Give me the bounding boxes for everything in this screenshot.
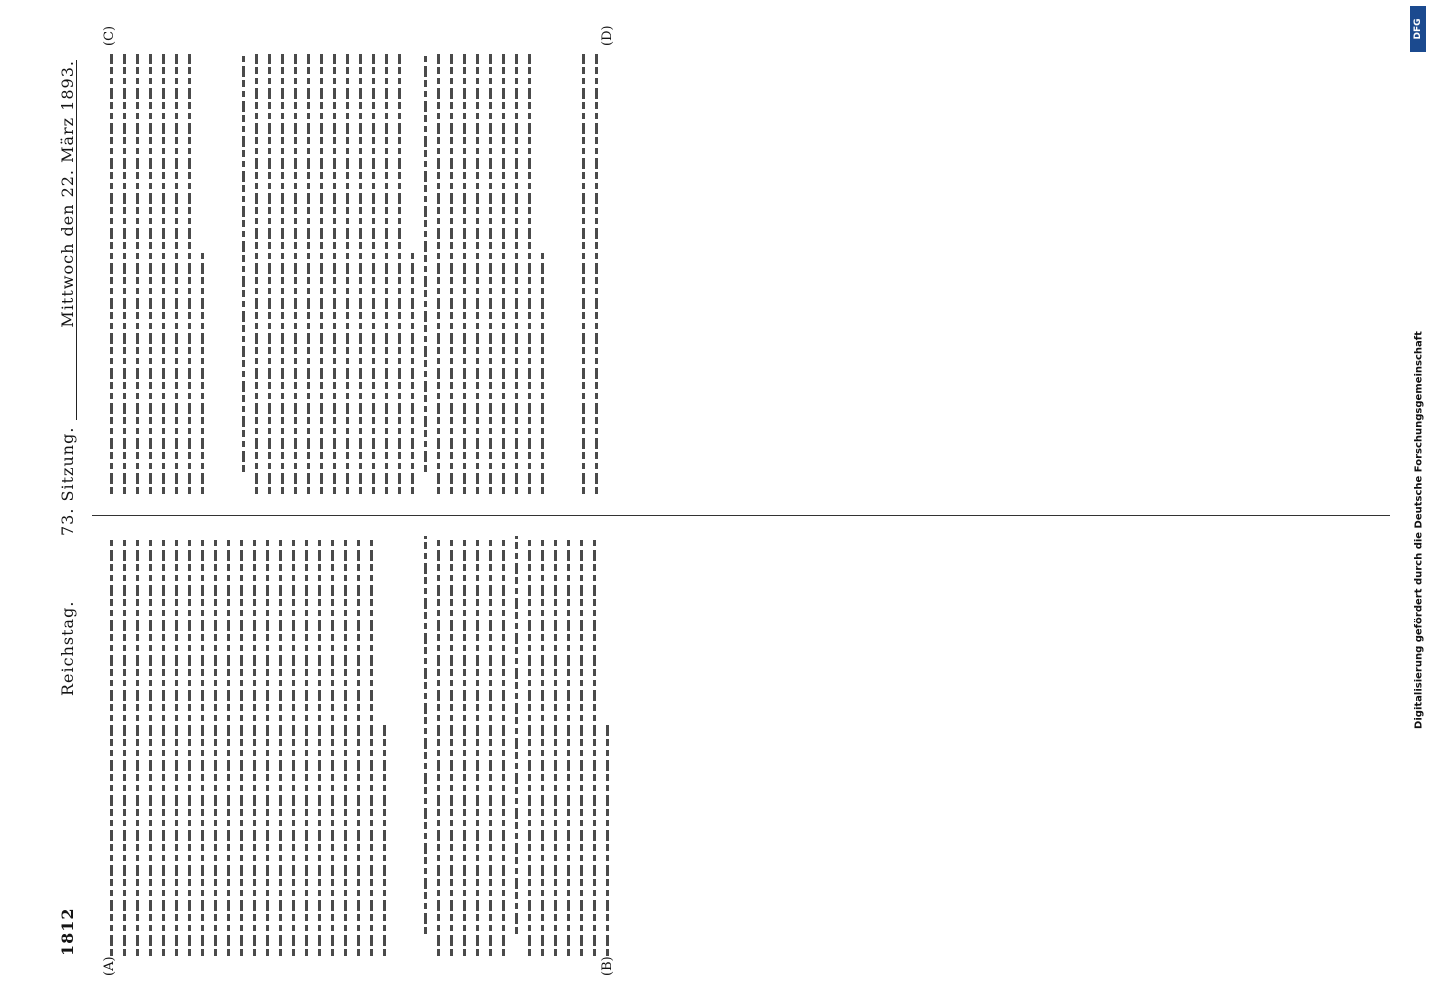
interjection-note xyxy=(396,536,414,956)
right-column xyxy=(100,54,1390,494)
page-content xyxy=(40,20,1410,980)
margin-marker-b: (B) xyxy=(600,956,615,976)
page-number: 1812 xyxy=(58,907,77,956)
interjection-note xyxy=(214,54,232,494)
page-header xyxy=(56,60,86,956)
margin-marker-c: (C) xyxy=(102,25,117,46)
dfg-logo: DFG xyxy=(1410,6,1426,52)
margin-marker-d: (D) xyxy=(600,25,615,46)
scanned-page xyxy=(40,20,1410,980)
session-date: Mittwoch den 22. März 1893. xyxy=(58,60,77,328)
digitization-credit xyxy=(1410,100,1428,960)
page-title: Reichstag. xyxy=(58,600,77,696)
margin-marker-a: (A) xyxy=(102,956,117,976)
column-divider xyxy=(92,515,1390,516)
credit-text: Digitalisierung gefördert durch die Deutsche Forschungsgemeinschaft xyxy=(1413,331,1425,729)
interjection-note xyxy=(554,54,572,494)
left-column xyxy=(100,536,1390,956)
session-label: 73. Sitzung. xyxy=(58,426,77,536)
header-rule xyxy=(76,60,77,420)
